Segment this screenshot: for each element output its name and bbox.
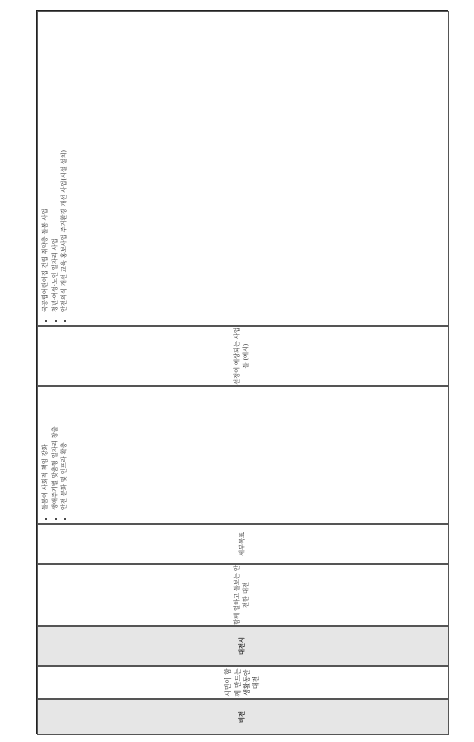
list-item: • 국공립어린이집 건립 취약층 돌봄 사업 xyxy=(42,16,51,312)
city-project-label: 선정이 예상되는 사업들 (예시) xyxy=(37,326,449,386)
city-sub-goal-label: 세부목표 xyxy=(37,524,449,564)
table-frame xyxy=(36,10,448,734)
vision-text: 시민이 함께 만드는 생활동안 대전 xyxy=(37,666,449,699)
row-label-city: 대전시 xyxy=(37,626,449,666)
list-item: • 안전 문화 및 인프라 확충 xyxy=(61,391,70,510)
list-item: • 청년·여성·노인 일자리 사업 xyxy=(52,16,61,312)
list-item: • 생애주기별 맞춤형 일자리 창출 xyxy=(52,391,61,510)
list-item: • 안전의식 개선 교육 홍보사업 주거환경 개선 사업(시설 설치) xyxy=(61,16,70,312)
city-projects xyxy=(37,11,449,326)
row-label-vision: 비전 xyxy=(37,699,449,735)
list-item: • 돌봄이 사회적 책임 강화 xyxy=(42,391,51,510)
city-sub-goals xyxy=(37,386,449,524)
rotated-table xyxy=(37,11,449,735)
city-goal: 함께 일하고 돌보는 안전한 대전 xyxy=(37,564,449,626)
